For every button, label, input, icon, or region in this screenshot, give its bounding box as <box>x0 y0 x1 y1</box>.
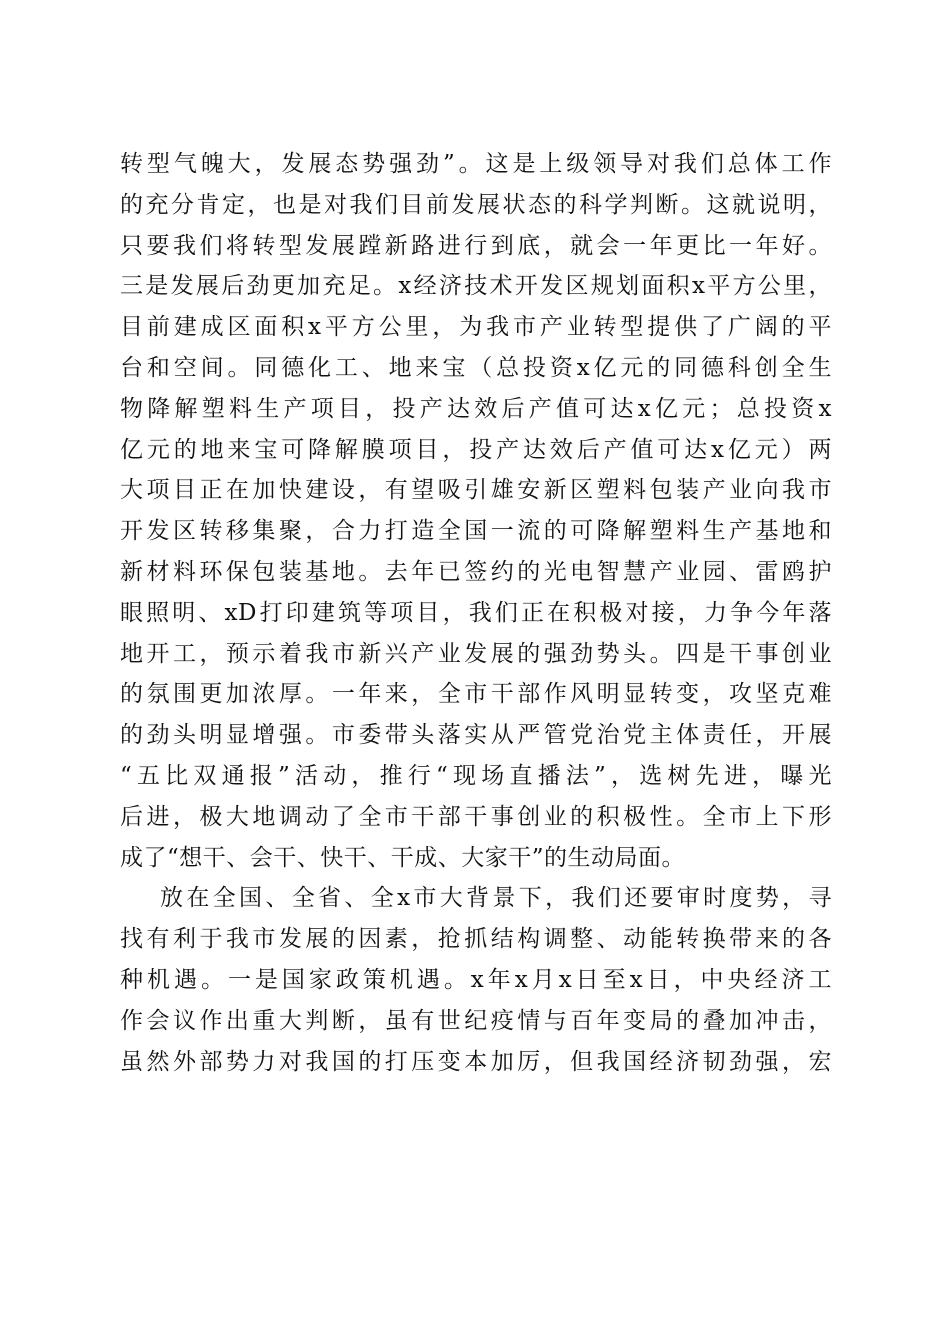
text-line: 台和空间。同德化工、地来宝（总投资x亿元的同德科创全生 <box>120 354 832 381</box>
text-line: 种机遇。一是国家政策机遇。x年x月x日至x日，中央经济工 <box>120 966 832 993</box>
text-line: 的充分肯定，也是对我们目前发展状态的科学判断。这就说明， <box>120 191 832 218</box>
text-line: 的劲头明显增强。市委带头落实从严管党治党主体责任，开展 <box>120 722 832 749</box>
text-line: 亿元的地来宝可降解膜项目，投产达效后产值可达x亿元）两 <box>120 436 832 463</box>
paragraph-2 <box>120 878 832 1082</box>
text-line: 眼照明、xD打印建筑等项目，我们正在积极对接，力争今年落 <box>120 599 832 626</box>
paragraph-1 <box>120 144 832 878</box>
text-line: 后进，极大地调动了全市干部干事创业的积极性。全市上下形 <box>120 803 832 830</box>
text-line: 找有利于我市发展的因素，抢抓结构调整、动能转换带来的各 <box>120 926 832 953</box>
text-line: 目前建成区面积x平方公里，为我市产业转型提供了广阔的平 <box>120 314 832 341</box>
text-line: 只要我们将转型发展蹚新路进行到底，就会一年更比一年好。 <box>120 232 832 259</box>
text-line: 新材料环保包装基地。去年已签约的光电智慧产业园、雷鸥护 <box>120 558 832 585</box>
text-line: 作会议作出重大判断，虽有世纪疫情与百年变局的叠加冲击， <box>120 1007 832 1034</box>
text-line: 转型气魄大，发展态势强劲”。这是上级领导对我们总体工作 <box>120 151 832 177</box>
text-line: 物降解塑料生产项目，投产达效后产值可达x亿元；总投资x <box>120 395 832 422</box>
document-body <box>120 144 832 1082</box>
text-line: 虽然外部势力对我国的打压变本加厉，但我国经济韧劲强，宏 <box>120 1048 832 1075</box>
text-line: 成了“想干、会干、快干、干成、大家干”的生动局面。 <box>120 844 686 871</box>
text-line: 地开工，预示着我市新兴产业发展的强劲势头。四是干事创业 <box>120 640 832 667</box>
text-line: 三是发展后劲更加充足。x经济技术开发区规划面积x平方公里， <box>120 273 832 300</box>
text-line: 开发区转移集聚，合力打造全国一流的可降解塑料生产基地和 <box>120 518 832 545</box>
text-line: 大项目正在加快建设，有望吸引雄安新区塑料包装产业向我市 <box>120 477 832 504</box>
text-line: 的氛围更加浓厚。一年来，全市干部作风明显转变，攻坚克难 <box>120 681 832 708</box>
text-line: “五比双通报”活动，推行“现场直播法”，选树先进，曝光 <box>120 762 832 789</box>
text-line: 放在全国、全省、全x市大背景下，我们还要审时度势，寻 <box>160 885 832 912</box>
